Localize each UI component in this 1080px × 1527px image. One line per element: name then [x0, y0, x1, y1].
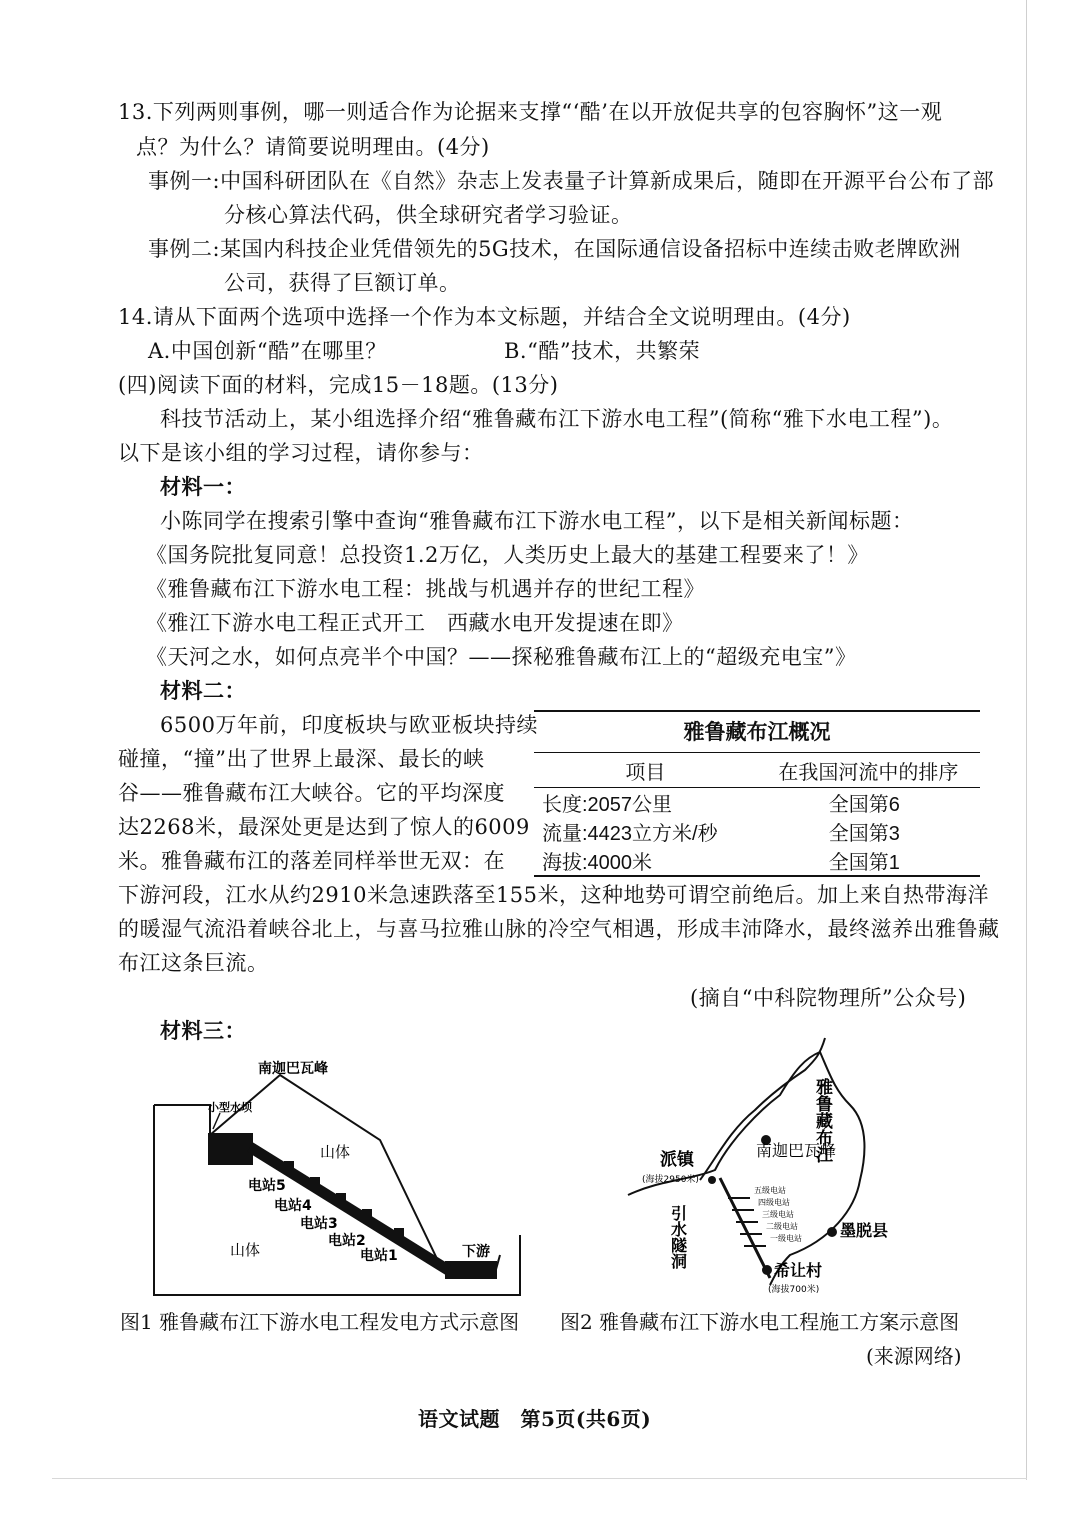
material1-label: 材料一： [160, 474, 246, 499]
table-header-item: 项目 [534, 753, 757, 788]
fig2-station4-label: 四级电站 [758, 1198, 790, 1207]
fig2-station3-label: 三级电站 [762, 1210, 794, 1219]
fig2-station5-label: 五级电站 [754, 1186, 786, 1195]
fig2-tunnel-label: 引水隧洞 [668, 1205, 688, 1269]
table-cell: 全国第6 [828, 794, 900, 816]
q14-option-b: B.“酷”技术，共繁荣 [504, 339, 701, 363]
figure1-diagram [150, 1055, 530, 1309]
q14-line1: 14.请从下面两个选项中选择一个作为本文标题，并结合全文说明理由。(4分) [118, 305, 851, 329]
q13-case2-line1: 事例二:某国内科技企业凭借领先的5G技术，在国际通信设备招标中连续击败老牌欧洲 [148, 237, 961, 261]
q13-case1-line1: 事例一:中国科研团队在《自然》杂志上发表量子计算新成果后，随即在开源平台公布了部 [148, 169, 995, 193]
table-cell: 全国第3 [828, 823, 900, 845]
table-row [534, 846, 980, 876]
river-overview-table [534, 710, 980, 877]
fig1-station3-label: 电站3 [300, 1216, 338, 1232]
material3-label: 材料三： [160, 1018, 246, 1043]
material2-source: (摘自“中科院物理所”公众号) [690, 986, 967, 1010]
material2-para-line2: 碰撞，“撞”出了世界上最深、最长的峡 [118, 747, 485, 771]
material2-label: 材料二： [160, 678, 246, 703]
table-cell: 全国第1 [757, 846, 980, 876]
material2-full-line1: 下游河段，江水从约2910米急速跌落至155米，这种地势可谓空前绝后。加上来自热带海洋 [118, 883, 990, 907]
table-header-row [534, 753, 980, 788]
table-row [534, 788, 980, 818]
table-header-rank: 在我国河流中的排序 [757, 753, 980, 788]
fig2-county-label: 墨脱县 [840, 1221, 889, 1240]
fig2-village-label: 希让村 [774, 1261, 823, 1280]
fig2-village-alt: (海拔700米) [768, 1285, 820, 1295]
page-edge-bottom [52, 1478, 1027, 1479]
table-cell: 流量:4423立方米/秒 [542, 823, 718, 845]
fig1-mountain-bottom-label: 山体 [230, 1241, 261, 1259]
section4-intro2: 以下是该小组的学习过程，请你参与： [118, 441, 484, 465]
fig2-town-label: 派镇 [660, 1150, 694, 1170]
fig2-peak-label: 南迦巴瓦峰 [756, 1141, 837, 1160]
material2-full-line3: 布江这条巨流。 [118, 951, 269, 975]
q13-line1: 13.下列两则事例，哪一则适合作为论据来支撑“‘酷’在以开放促共享的包容胸怀”这一观 [118, 100, 943, 124]
material3-source: (来源网络) [866, 1344, 962, 1368]
headline-3: 《雅江下游水电工程正式开工 西藏水电开发提速在即》 [146, 611, 684, 635]
material2-para-line5: 米。雅鲁藏布江的落差同样举世无双：在 [118, 849, 505, 873]
table-title: 雅鲁藏布江概况 [534, 710, 980, 753]
fig1-peak-label: 南迦巴瓦峰 [258, 1061, 328, 1077]
q13-case2-line2: 公司，获得了巨额订单。 [224, 271, 461, 295]
material2-para-line4: 达2268米，最深处更是达到了惊人的6009 [118, 815, 530, 839]
q14-option-a: A.中国创新“酷”在哪里？ [148, 339, 387, 363]
material2-para-line1: 6500万年前，印度板块与欧亚板块持续 [160, 713, 538, 737]
fig1-downstream-label: 下游 [462, 1244, 490, 1260]
headline-1: 《国务院批复同意！总投资1.2万亿，人类历史上最大的基建工程要来了！》 [146, 543, 869, 567]
fig1-station4-label: 电站4 [274, 1198, 312, 1214]
table-cell: 长度:2057公里 [542, 794, 673, 816]
material2-full-line2: 的暖湿气流沿着峡谷北上，与喜马拉雅山脉的冷空气相遇，形成丰沛降水，最终滋养出雅鲁藏 [118, 917, 1000, 941]
material1-desc: 小陈同学在搜索引擎中查询“雅鲁藏布江下游水电工程”，以下是相关新闻标题： [160, 509, 914, 533]
q13-case1-line2: 分核心算法代码，供全球研究者学习验证。 [224, 203, 633, 227]
headline-2: 《雅鲁藏布江下游水电工程：挑战与机遇并存的世纪工程》 [146, 577, 705, 601]
fig1-station1-label: 电站1 [360, 1248, 398, 1264]
page-edge-right [1026, 0, 1027, 1480]
table-cell: 海拔:4000米 [534, 846, 757, 876]
table-row [534, 817, 980, 846]
fig2-station1-label: 一级电站 [770, 1234, 802, 1243]
figure2-map [620, 1030, 950, 1304]
fig2-station2-label: 二级电站 [766, 1222, 798, 1231]
fig1-mountain-top-label: 山体 [320, 1143, 351, 1161]
headline-4: 《天河之水，如何点亮半个中国？——探秘雅鲁藏布江上的“超级充电宝”》 [146, 645, 857, 669]
figure2-caption: 图2 雅鲁藏布江下游水电工程施工方案示意图 [560, 1310, 960, 1334]
section4-intro1: 科技节活动上，某小组选择介绍“雅鲁藏布江下游水电工程”(简称“雅下水电工程”)。 [160, 407, 954, 431]
figure1-caption: 图1 雅鲁藏布江下游水电工程发电方式示意图 [120, 1310, 520, 1334]
fig1-station5-label: 电站5 [248, 1178, 286, 1194]
section4-heading: (四)阅读下面的材料，完成15－18题。(13分) [118, 373, 559, 397]
material2-para-line3: 谷——雅鲁藏布江大峡谷。它的平均深度 [118, 781, 505, 805]
page-footer: 语文试题 第5页(共6页) [418, 1407, 652, 1431]
q13-line2: 点？为什么？请简要说明理由。(4分) [136, 135, 490, 159]
fig2-town-alt: (海拔2950米) [642, 1175, 699, 1185]
fig2-river-label: 雅鲁藏布江 [812, 1078, 832, 1163]
fig1-station2-label: 电站2 [328, 1233, 366, 1249]
fig1-dam-label: 小型水坝 [208, 1101, 252, 1114]
